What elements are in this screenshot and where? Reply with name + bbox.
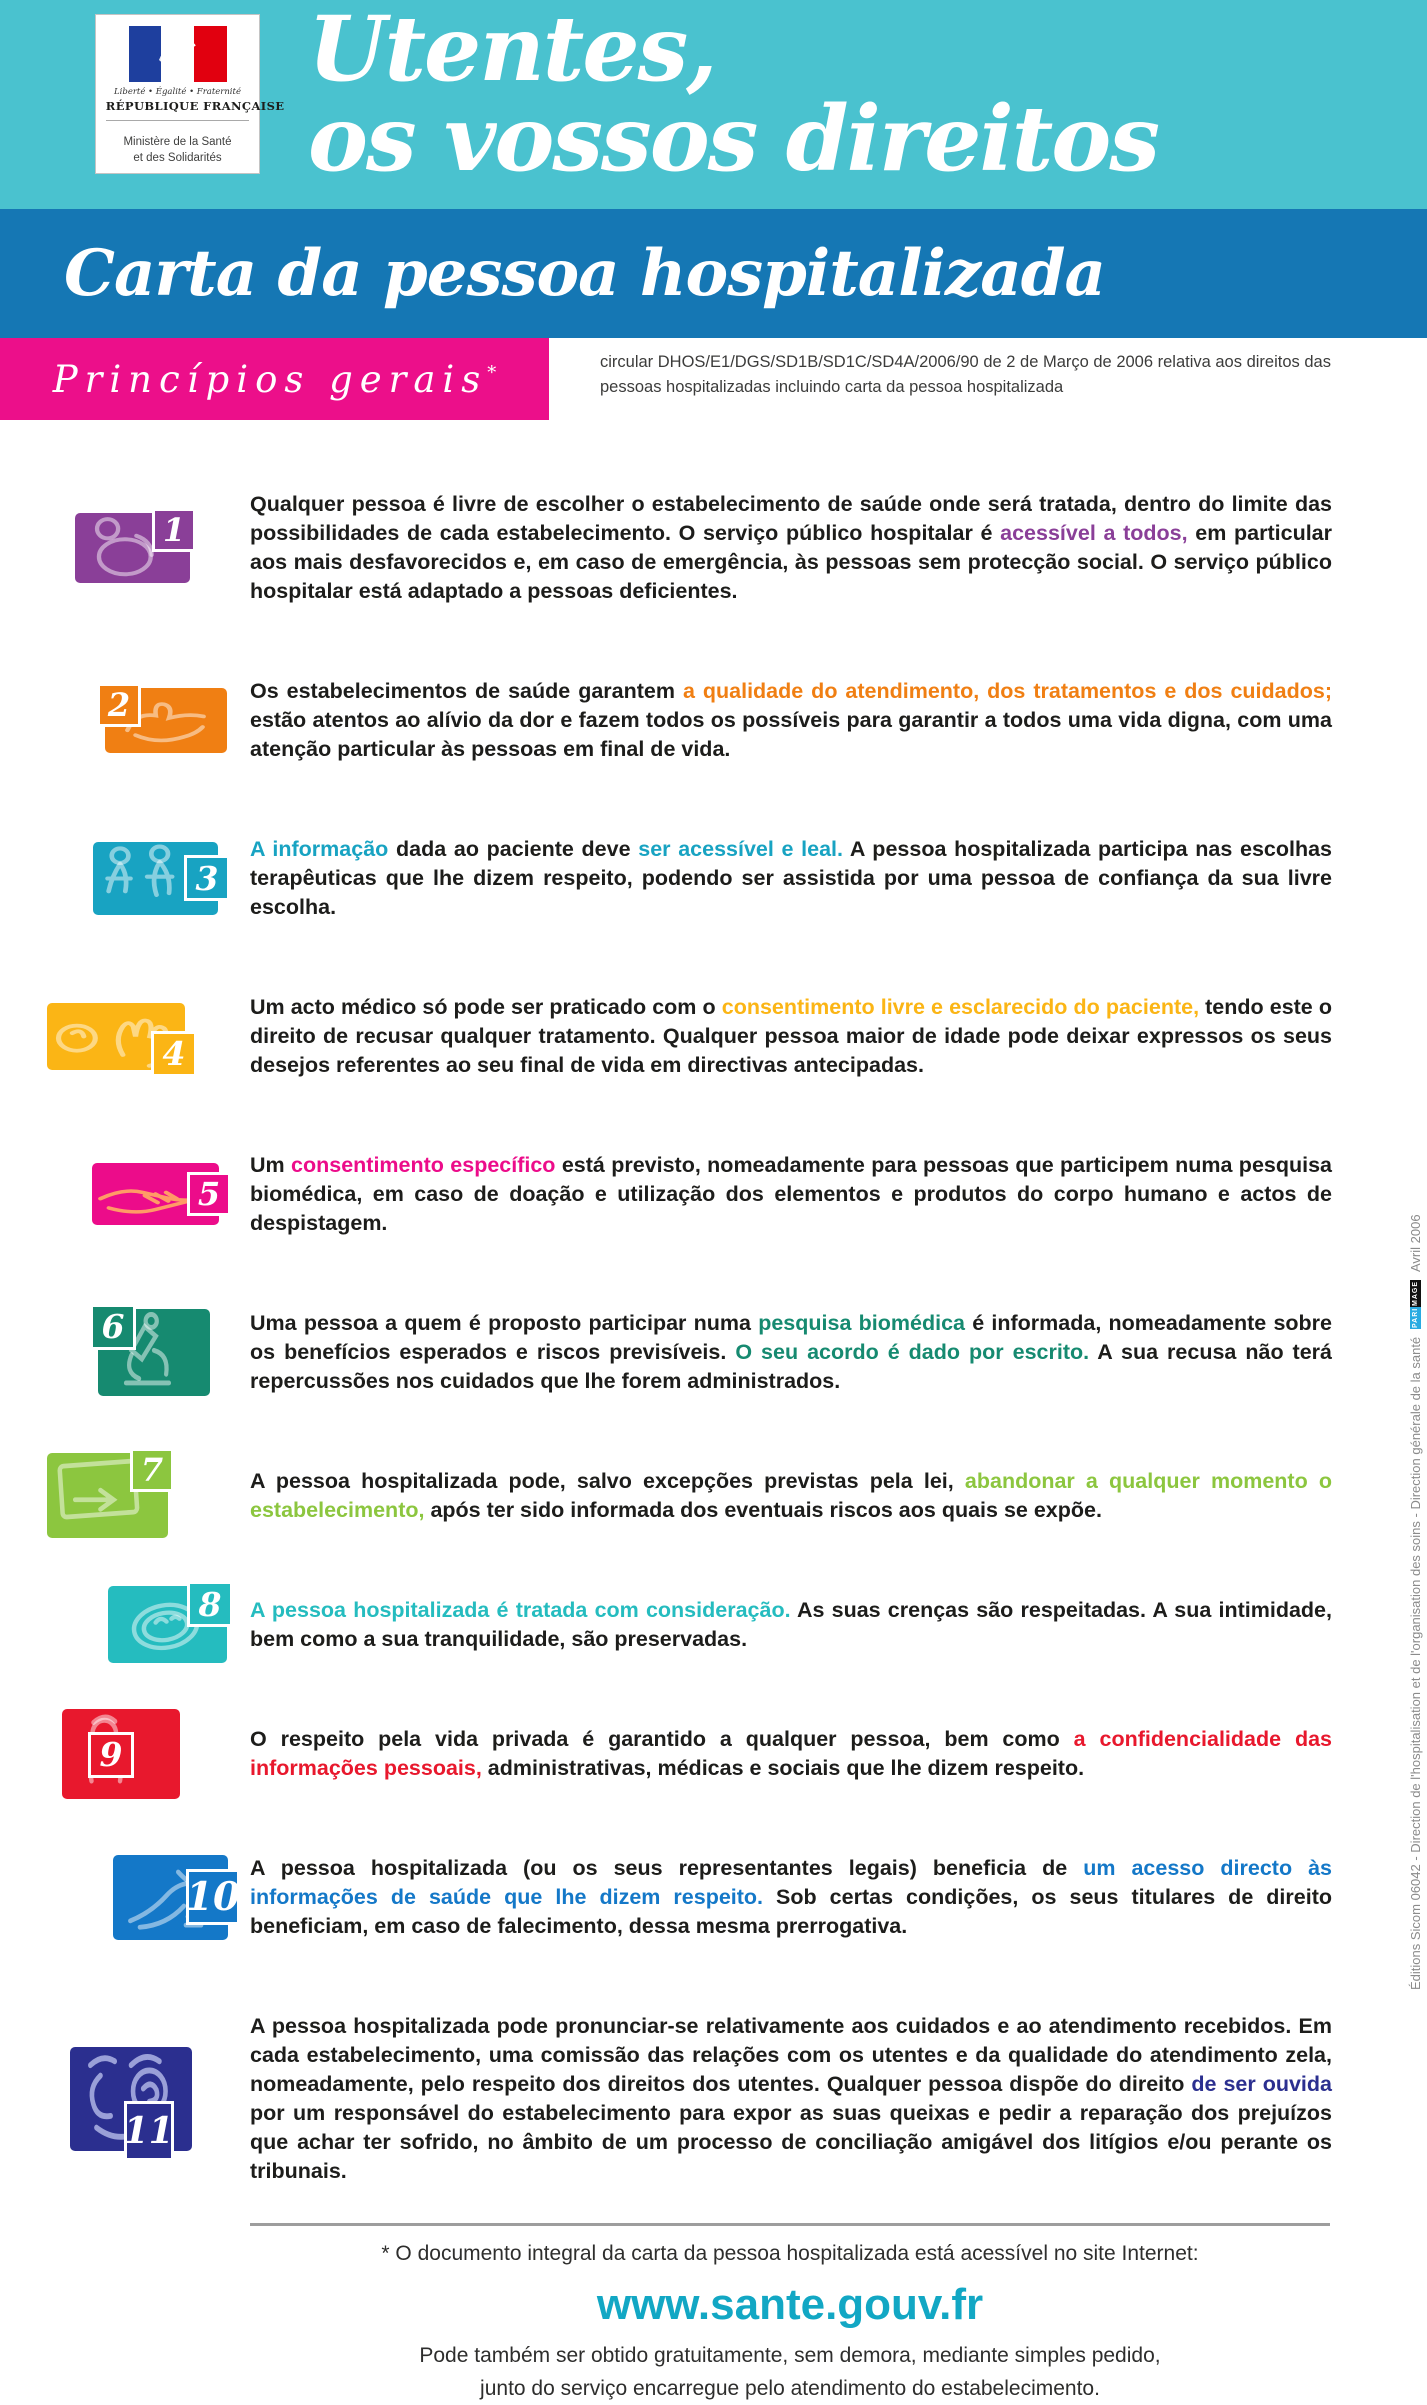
- asterisk-mark: *: [487, 362, 497, 384]
- charter-item-row: [0, 1129, 1427, 1259]
- poster-title-line2: os vossos direitos: [308, 86, 1158, 192]
- credits-text: Éditions Sicom 06042 - Direction de l'hospitalisation et de l'organisation des soins - Direction générale de la santé: [1408, 1336, 1423, 1990]
- svg-text:SOR: SOR: [69, 1471, 98, 1487]
- charter-item-row: [0, 1703, 1427, 1804]
- subtitle-band: [0, 209, 1427, 338]
- item-highlight-segment: A pessoa hospitalizada é tratada com consideração.: [250, 1597, 791, 1622]
- item-number-badge: 2: [97, 683, 141, 727]
- people-icon: [93, 842, 218, 915]
- item-highlight-segment: O seu acordo é dado por escrito.: [735, 1339, 1090, 1364]
- french-flag-icon: [129, 26, 227, 82]
- charter-item-row: [0, 1574, 1427, 1675]
- handshake-icon: [92, 1163, 219, 1225]
- item-icon-column: [0, 685, 250, 753]
- item-paragraph: [250, 835, 1332, 922]
- logo-motto: Liberté • Égalité • Fraternité: [114, 87, 241, 97]
- item-text-segment: em particular aos mais desfavorecidos e, em caso de emergência, às pessoas sem protecção social. O serviço público hospitalar está adaptado a pessoas deficientes.: [250, 520, 1332, 603]
- item-highlight-segment: abandonar a qualquer momento o estabelecimento,: [250, 1468, 1332, 1522]
- item-highlight-segment: acessível a todos,: [1000, 520, 1188, 545]
- item-icon-column: [0, 1003, 250, 1073]
- website-url: www.sante.gouv.fr: [596, 2280, 984, 2329]
- item-text-segment: O respeito pela vida privada é garantido a qualquer pessoa, bem como: [250, 1726, 1074, 1751]
- item-number-badge: 9: [88, 1732, 134, 1778]
- item-number-badge: 3: [184, 855, 230, 901]
- logo-republic: RÉPUBLIQUE FRANÇAISE: [106, 99, 249, 121]
- item-icon-column: [0, 1709, 250, 1799]
- principles-box: [0, 338, 549, 420]
- header-band: [0, 0, 1427, 209]
- charter-item-row: [0, 468, 1427, 627]
- item-text-segment: administrativas, médicas e sociais que lhe dizem respeito.: [481, 1755, 1085, 1780]
- item-text-segment: A pessoa hospitalizada pode, salvo excepções previstas pela lei,: [250, 1468, 965, 1493]
- item-paragraph: [250, 1467, 1332, 1525]
- item-text-segment: Um acto médico só pode ser praticado com o: [250, 994, 722, 1019]
- item-highlight-segment: pesquisa biomédica: [758, 1310, 965, 1335]
- footer-line1: Pode também ser obtido gratuitamente, sem demora, mediante simples pedido,: [419, 2344, 1161, 2367]
- parimage-logo: PARIMAGE: [1412, 1280, 1419, 1328]
- item-text-segment: está previsto, nomeadamente para pessoas que participem numa pesquisa biomédica, em caso de doação e utilização dos elementos e produtos do corpo humano e actos de despistagem.: [250, 1152, 1333, 1235]
- item-highlight-segment: A informação: [250, 836, 389, 861]
- item-paragraph: [250, 2012, 1332, 2186]
- vertical-credits: [1408, 1040, 1423, 1990]
- person-icon: [62, 1709, 180, 1799]
- poster-title: [308, 0, 1158, 192]
- item-text-segment: Qualquer pessoa é livre de escolher o estabelecimento de saúde onde será tratada, dentro do limite das possibilidades de cada estabelecimento. O serviço público hospitalar é: [250, 491, 1332, 545]
- footer: [250, 2223, 1330, 2405]
- item-text-segment: após ter sido informada dos eventuais riscos aos quais se expõe.: [424, 1497, 1102, 1522]
- item-text-segment: A pessoa hospitalizada (ou os seus representantes legais) beneficia de: [250, 1855, 1084, 1880]
- item-number-badge: 11: [124, 2101, 174, 2161]
- item-highlight-segment: de ser ouvida: [1191, 2071, 1332, 2096]
- footer-line2: junto do serviço encarregue pelo atendimento do estabelecimento.: [480, 2376, 1100, 2400]
- item-paragraph: [250, 993, 1332, 1080]
- item-text-segment: A pessoa hospitalizada participa nas escolhas terapêuticas que lhe dizem respeito, podendo ser assistida por uma pessoa de confiança da sua livre escolha.: [250, 836, 1333, 919]
- item-highlight-segment: a confidencialidade das informações pessoais,: [250, 1726, 1333, 1780]
- item-icon-column: [0, 842, 250, 915]
- item-text-segment: A pessoa hospitalizada pode pronunciar-se relativamente aos cuidados e ao atendimento recebidos. Em cada estabelecimento, uma comissão das relações com os utentes e da qualidade do atendimento zela, nomeadamente, pelo respeito dos direitos dos utentes. Qualquer pessoa dispõe do direito: [250, 2013, 1332, 2096]
- item-highlight-segment: a qualidade do atendimento, dos tratamentos e dos cuidados;: [682, 678, 1333, 703]
- item-text-segment: dada ao paciente deve: [388, 836, 639, 861]
- poster-subtitle: Carta da pessoa hospitalizada: [64, 236, 1105, 311]
- wheelchair-icon: [75, 510, 190, 583]
- item-icon-column: [0, 1453, 250, 1538]
- item-paragraph: [250, 677, 1332, 764]
- item-icon-column: [0, 2047, 250, 2151]
- item-text-segment: Uma pessoa a quem é proposto participar numa: [250, 1310, 759, 1335]
- subheader: [0, 338, 1427, 438]
- marianne-icon: [129, 26, 227, 82]
- item-number-badge: 10: [186, 1869, 240, 1925]
- hand-icon: [47, 1003, 186, 1073]
- item-text-segment: As suas crenças são respeitadas. A sua intimidade, bem como a sua tranquilidade, são preservadas.: [250, 1597, 1332, 1651]
- charter-item-row: [0, 1445, 1427, 1546]
- charter-item-row: [0, 1990, 1427, 2207]
- credits-date: Avril 2006: [1408, 1214, 1423, 1272]
- logo-ministry: Ministère de la Santé et des Solidarités: [123, 136, 232, 165]
- item-paragraph: [250, 1854, 1332, 1941]
- charter-item-row: [0, 655, 1427, 785]
- item-text-segment: Sob certas condições, os seus titulares de direito beneficiam, em caso de falecimento, dessa mesma prerrogativa.: [250, 1884, 1332, 1938]
- microscope-icon: [98, 1309, 210, 1396]
- french-government-logo: [95, 14, 285, 174]
- item-text-segment: tendo este o direito de recusar qualquer tratamento. Qualquer pessoa maior de idade pode deixar expressos os seus desejos referentes ao seu final de vida em directivas antecipadas.: [250, 994, 1332, 1077]
- item-icon-column: [0, 1163, 250, 1225]
- item-text-segment: A sua recusa não terá repercussões nos cuidados que lhe forem administrados.: [250, 1339, 1332, 1393]
- item-paragraph: [250, 1596, 1332, 1654]
- charter-item-row: [0, 971, 1427, 1101]
- item-number-badge: 1: [152, 508, 196, 552]
- two-faces-icon: [70, 2047, 192, 2151]
- item-number-badge: 4: [151, 1031, 197, 1077]
- item-icon-column: [0, 510, 250, 583]
- item-highlight-segment: consentimento específico: [291, 1152, 556, 1177]
- charter-item-row: [0, 813, 1427, 943]
- item-icon-column: [0, 1855, 250, 1940]
- item-number-badge: 7: [130, 1448, 174, 1492]
- item-text-segment: Os estabelecimentos de saúde garantem: [250, 678, 683, 703]
- item-paragraph: [250, 490, 1332, 606]
- item-text-segment: estão atentos ao alívio da dor e fazem todos os possíveis para garantir a todos uma vida digna, com uma atenção particular às pessoas em final de vida.: [250, 707, 1332, 761]
- item-paragraph: [250, 1725, 1332, 1783]
- item-paragraph: [250, 1151, 1332, 1238]
- item-number-badge: 8: [187, 1581, 233, 1627]
- charter-item-row: [0, 1287, 1427, 1417]
- footer-note: * O documento integral da carta da pessoa hospitalizada está acessível no site Internet:: [381, 2242, 1199, 2265]
- item-text-segment: Um: [250, 1152, 292, 1177]
- items-list: [0, 438, 1427, 2207]
- charter-item-row: [0, 1832, 1427, 1962]
- circular-reference-text: circular DHOS/E1/DGS/SD1B/SD1C/SD4A/2006/90 de 2 de Março de 2006 relativa aos direitos das pessoas hospitalizadas incluindo carta da pessoa hospitalizada: [600, 353, 1331, 396]
- item-text-segment: é informada, nomeadamente sobre os benefícios esperados e riscos previsíveis.: [250, 1310, 1332, 1364]
- exit-sign-icon: [47, 1453, 168, 1538]
- item-paragraph: [250, 1309, 1332, 1396]
- item-text-segment: por um responsável do estabelecimento para expor as suas queixas e pedir a reparação dos prejuízos que achar ter sofrido, no âmbito de um processo de conciliação amigável dos litígios e/ou perante os tribunais.: [250, 2100, 1332, 2183]
- principles-label: Princípios gerais*: [52, 357, 497, 401]
- item-highlight-segment: um acesso directo às informações de saúde que lhe dizem respeito.: [250, 1855, 1332, 1909]
- poster-title-line1: Utentes,: [308, 0, 716, 102]
- item-icon-column: [0, 1586, 250, 1663]
- item-icon-column: [0, 1309, 250, 1396]
- item-number-badge: 6: [90, 1304, 136, 1350]
- face-icon: [108, 1586, 227, 1663]
- thumbs-up-icon: [105, 685, 227, 753]
- item-number-badge: 5: [187, 1172, 231, 1216]
- hands-icon: [113, 1855, 241, 1940]
- item-highlight-segment: consentimento livre e esclarecido do paciente,: [721, 994, 1200, 1019]
- item-highlight-segment: ser acessível e leal.: [638, 836, 844, 861]
